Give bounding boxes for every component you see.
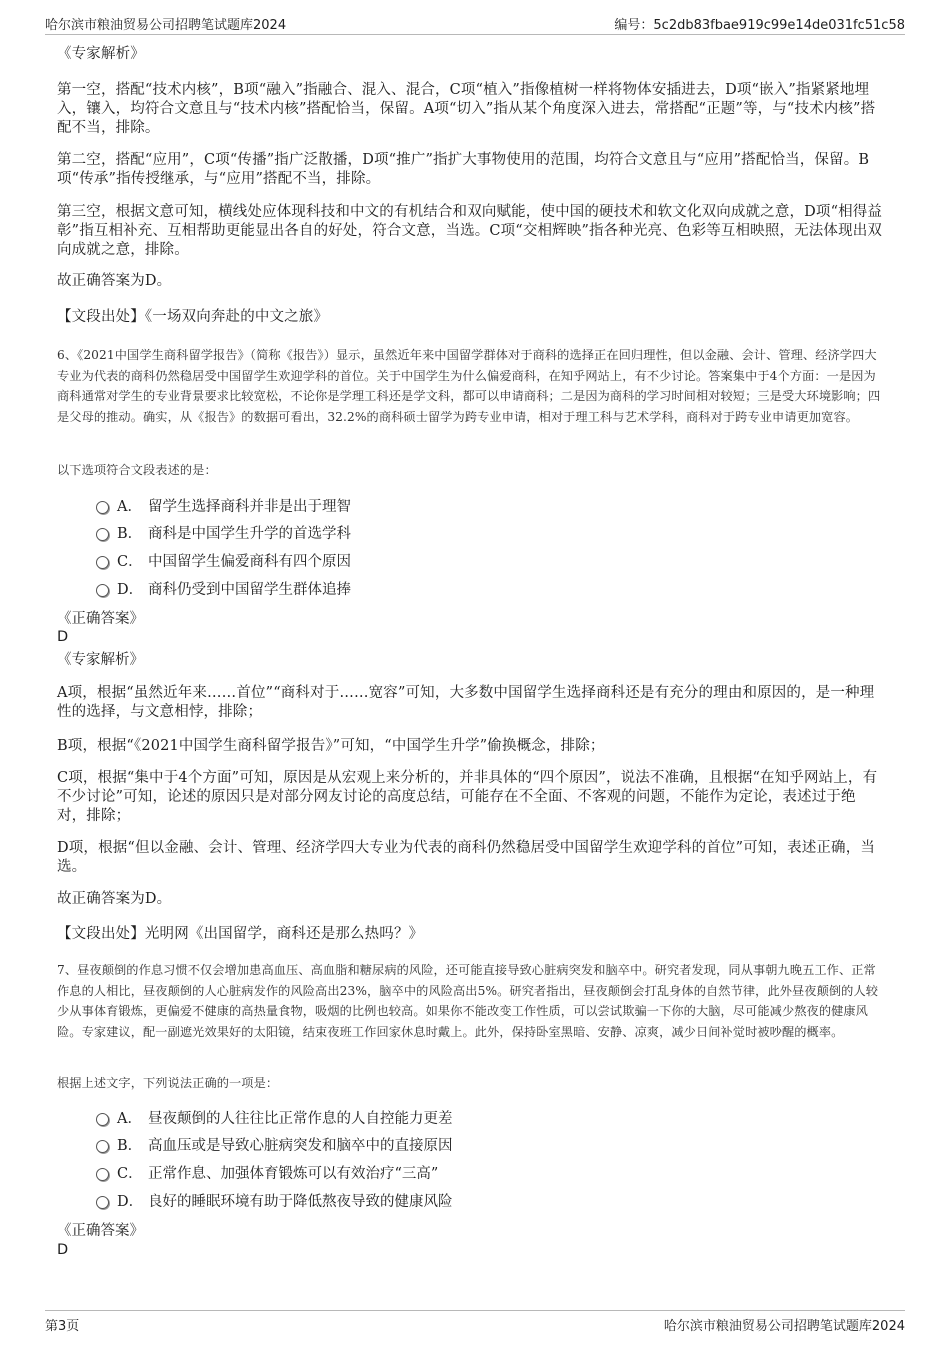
radio-icon[interactable] [96, 556, 109, 569]
q6-option-d[interactable] [96, 579, 856, 601]
q6-analysis-b: B项，根据“《2021中国学生商科留学报告》”可知，“中国学生升学”偷换概念，排除； [57, 738, 605, 754]
q6-expert-label: 《专家解析》 [57, 652, 144, 668]
option-key: D． [117, 582, 144, 598]
q6-option-a[interactable] [96, 496, 856, 518]
option-text: 商科是中国学生升学的首选学科 [148, 526, 351, 542]
page-footer [45, 1310, 905, 1335]
option-text: 正常作息、加强体育锻炼可以有效治疗“三高” [148, 1166, 439, 1182]
q7-option-c[interactable] [96, 1163, 856, 1185]
q6-stem: 6、《2021中国学生商科留学报告》（简称《报告》）显示，虽然近年来中国留学群体对于商科的选择正在回归理性，但以金融、会计、管理、经济学四大专业为代表的商科仍然稳居受中国留学生欢迎学科的首位。关于中国学生为什么偏爱商科，在知乎网站上，有不少讨论。答案集中于4个方面：一是因为商科通常对学生的专业背景要求比较宽松，不论你是学理工科还是学文科，都可以申请商科；二是因为商科的学习时间相对较短；三是受大环境影响；四是父母的推动。确实，从《报告》的数据可看出，32.2%的商科硕士留学为跨专业申请，相对于理工科与艺术学科，商科对于跨专业申请更加宽容。 [57, 348, 881, 424]
radio-icon[interactable] [96, 528, 109, 541]
radio-icon[interactable] [96, 1168, 109, 1181]
q6-prompt: 以下选项符合文段表述的是： [57, 463, 217, 477]
option-text: 留学生选择商科并非是出于理智 [148, 499, 351, 515]
q5-analysis-p3: 第三空，根据文意可知，横线处应体现科技和中文的有机结合和双向赋能，使中国的硬技术和软文化双向成就之意，D项“相得益彰”指互相补充、互相帮助更能显出各自的好处，符合文意，当选。C项“交相辉映”指各种光亮、色彩等互相映照，无法体现出双向成就之意，排除。 [57, 204, 883, 258]
q6-answer: D [57, 629, 69, 645]
q7-stem: 7、昼夜颠倒的作息习惯不仅会增加患高血压、高血脂和糖尿病的风险，还可能直接导致心脏病突发和脑卒中。研究者发现，同从事朝九晚五工作、正常作息的人相比，昼夜颠倒的人心脏病发作的风险高出23%，脑卒中的风险高出5%。研究者指出，昼夜颠倒会打乱身体的自然节律，此外昼夜颠倒的人较少从事体育锻炼，更偏爱不健康的高热量食物，吸烟的比例也较高。如果你不能改变工作性质，可以尝试欺骗一下你的大脑，尽可能减少熬夜的健康风险。专家建议，配一副遮光效果好的太阳镜，结束夜班工作回家休息时戴上。此外，保持卧室黑暗、安静、凉爽，减少日间补觉时被吵醒的概率。 [57, 963, 879, 1039]
option-text: 中国留学生偏爱商科有四个原因 [148, 554, 351, 570]
radio-icon[interactable] [96, 584, 109, 597]
option-key: B． [117, 1138, 143, 1154]
q6-analysis-c: C项，根据“集中于4个方面”可知，原因是从宏观上来分析的，并非具体的“四个原因”，说法不准确，且根据“在知乎网站上，有不少讨论”可知，论述的原因只是对部分网友讨论的高度总结，可能存在不全面、不客观的问题，不能作为定论，表述过于绝对，排除； [57, 770, 878, 824]
q6-source: 【文段出处】光明网《出国留学，商科还是那么热吗？》 [57, 926, 424, 942]
option-key: D． [117, 1194, 144, 1210]
q7-answer-label: 《正确答案》 [57, 1223, 144, 1239]
footer-doc-title: 哈尔滨市粮油贸易公司招聘笔试题库2024 [663, 1319, 905, 1334]
q6-analysis-a: A项，根据“虽然近年来……首位”“商科对于……宽容”可知，大多数中国留学生选择商科还是有充分的理由和原因的，是一种理性的选择，与文意相悖，排除； [57, 685, 875, 720]
header-doc-title: 哈尔滨市粮油贸易公司招聘笔试题库2024 [45, 18, 287, 33]
q5-analysis-p2: 第二空，搭配“应用”，C项“传播”指广泛散播，D项“推广”指扩大事物使用的范围，均符合文意且与“应用”搭配恰当，保留。B项“传承”指传授继承，与“应用”搭配不当，排除。 [57, 152, 870, 187]
option-text: 商科仍受到中国留学生群体追捧 [148, 582, 351, 598]
q7-option-b[interactable] [96, 1135, 856, 1157]
q6-answer-label: 《正确答案》 [57, 611, 144, 627]
option-key: C． [117, 554, 143, 570]
q7-option-a[interactable] [96, 1108, 856, 1130]
option-text: 高血压或是导致心脏病突发和脑卒中的直接原因 [148, 1138, 453, 1154]
q7-option-d[interactable] [96, 1191, 856, 1213]
q6-option-c[interactable] [96, 551, 856, 573]
radio-icon[interactable] [96, 1196, 109, 1209]
radio-icon[interactable] [96, 501, 109, 514]
q7-prompt: 根据上述文字，下列说法正确的一项是： [57, 1076, 279, 1090]
option-key: C． [117, 1166, 143, 1182]
q5-expert-label: 《专家解析》 [57, 46, 145, 62]
option-text: 昼夜颠倒的人往往比正常作息的人自控能力更差 [148, 1111, 453, 1127]
q5-analysis-p1: 第一空，搭配“技术内核”，B项“融入”指融合、混入、混合，C项“植入”指像植树一样将物体安插进去，D项“嵌入”指紧紧地埋入，镶入，均符合文意且与“技术内核”搭配恰当，保留。A项“切入”指从某个角度深入进去，常搭配“正题”等，与“技术内核”搭配不当，排除。 [57, 82, 876, 136]
option-key: A． [117, 1111, 142, 1127]
q6-conclusion: 故正确答案为D。 [57, 891, 172, 907]
q5-source: 【文段出处】《一场双向奔赴的中文之旅》 [57, 309, 329, 325]
page-header [45, 14, 905, 35]
q6-analysis-d: D项，根据“但以金融、会计、管理、经济学四大专业为代表的商科仍然稳居受中国留学生欢迎学科的首位”可知，表述正确，当选。 [57, 840, 875, 875]
q6-option-b[interactable] [96, 523, 856, 545]
header-doc-id: 编号：5c2db83fbae919c99e14de031fc51c58 [614, 18, 905, 33]
radio-icon[interactable] [96, 1113, 109, 1126]
footer-page-number: 第3页 [45, 1319, 80, 1334]
q7-answer: D [57, 1242, 69, 1258]
radio-icon[interactable] [96, 1140, 109, 1153]
option-text: 良好的睡眠环境有助于降低熬夜导致的健康风险 [148, 1194, 453, 1210]
option-key: A． [117, 499, 142, 515]
option-key: B． [117, 526, 143, 542]
q5-conclusion: 故正确答案为D。 [57, 273, 172, 289]
